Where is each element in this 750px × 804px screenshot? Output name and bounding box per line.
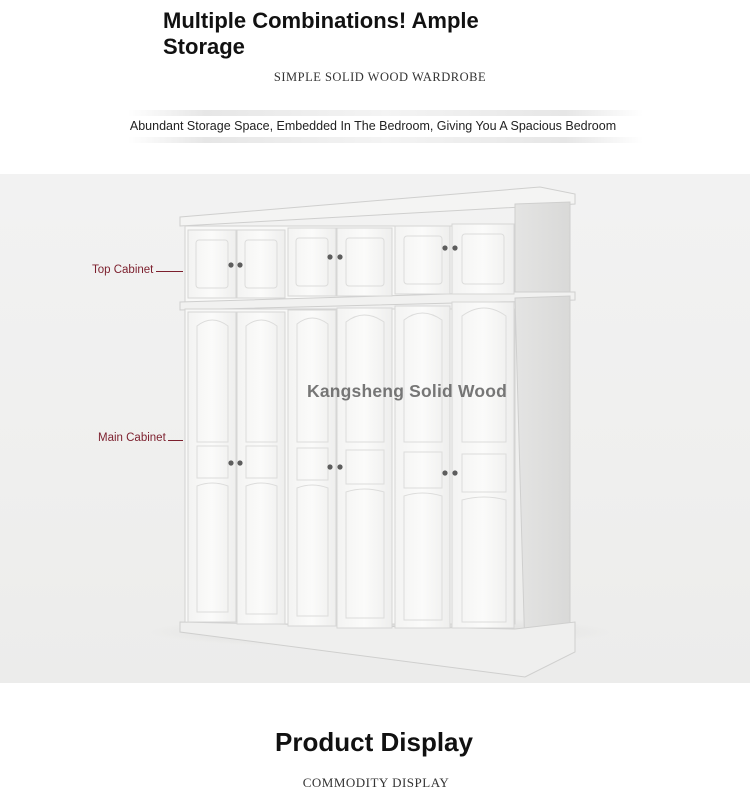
section-subtitle: COMMODITY DISPLAY — [302, 775, 450, 790]
top-cabinet-label: Top Cabinet — [92, 264, 154, 276]
wardrobe-illustration — [0, 174, 750, 683]
faded-text-line — [128, 110, 643, 116]
main-cabinet-label: Main Cabinet — [98, 432, 166, 444]
section-title: Product Display — [275, 727, 473, 757]
faded-text-line — [128, 137, 643, 143]
top-cabinet-callout-line — [156, 271, 183, 272]
hero-description: Abundant Storage Space, Embedded In The Bedroom, Giving You A Spacious Bedroom — [129, 119, 617, 133]
hero-title: Multiple Combinations! Ample Storage — [163, 8, 479, 59]
wardrobe-product-image — [0, 174, 750, 683]
brand-watermark: Kangsheng Solid Wood — [307, 381, 508, 401]
hero-subtitle: SIMPLE SOLID WOOD WARDROBE — [273, 70, 487, 84]
main-cabinet-callout-line — [168, 440, 183, 441]
